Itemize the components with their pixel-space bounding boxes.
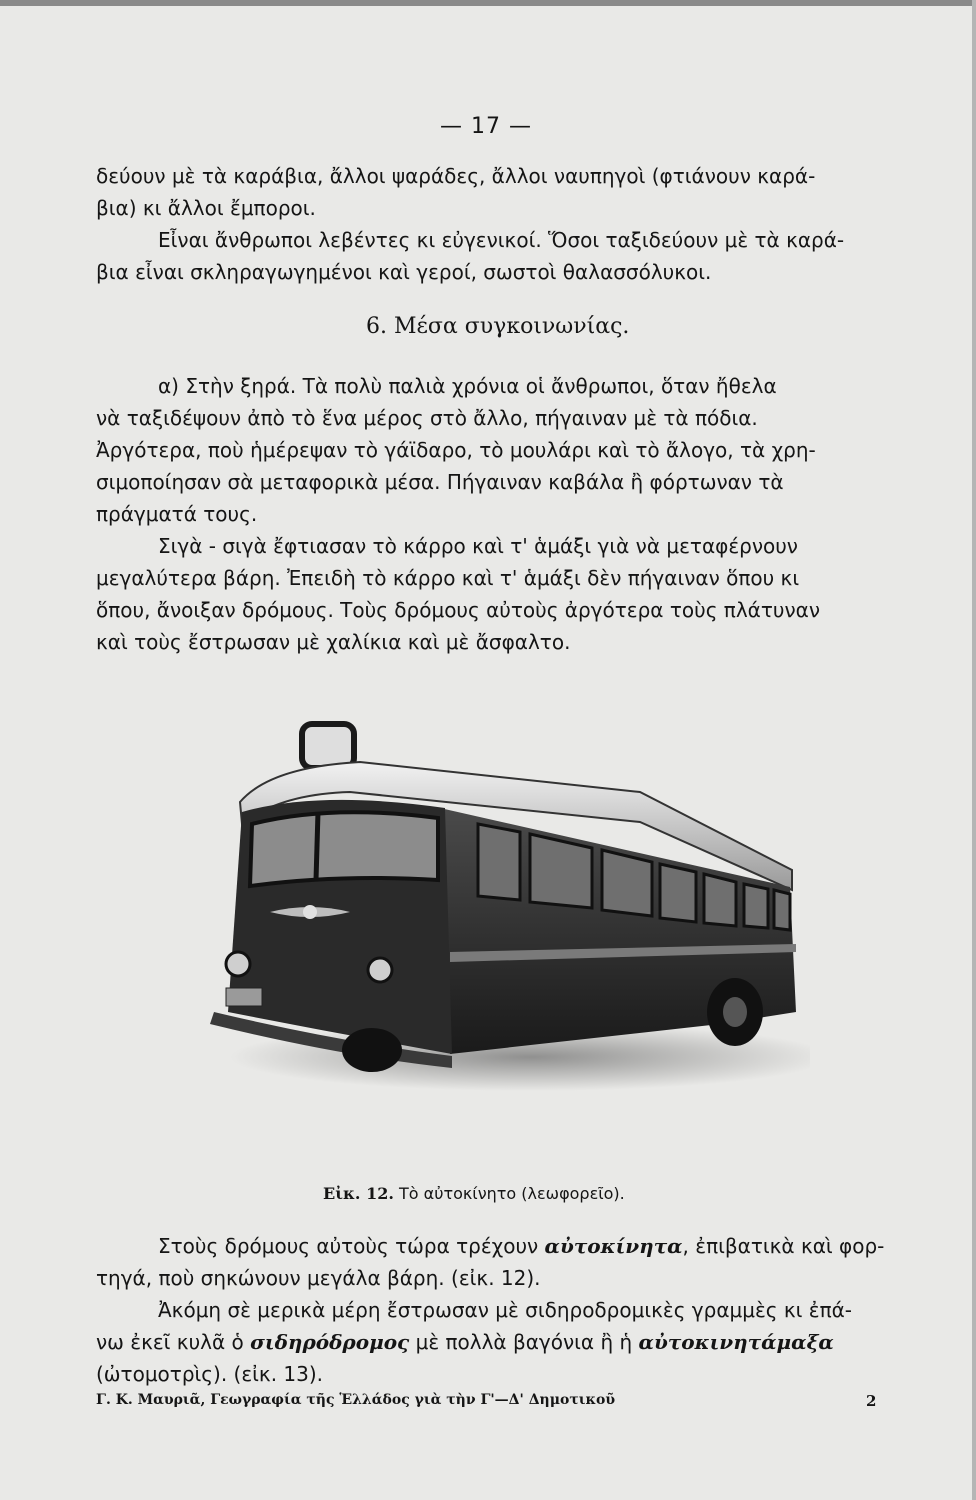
text-line: Ἀργότερα, ποὺ ἡμέρεψαν τὸ γάϊδαρο, τὸ μουλάρι καὶ τὸ ἄλογο, τὰ χρη- [96, 438, 816, 462]
scan-edge-right [972, 0, 976, 1500]
figure-caption [323, 1184, 625, 1203]
scan-edge-top [0, 0, 976, 6]
term-autokinita: αὐτοκίνητα [544, 1234, 683, 1258]
headlight-left [226, 952, 250, 976]
figure-label: Εἰκ. 12. [323, 1184, 394, 1203]
page-number: — 17 — [440, 114, 532, 139]
text-line: (ὠτομοτρὶς). (εἰκ. 13). [96, 1362, 324, 1386]
text-line: δεύουν μὲ τὰ καράβια, ἄλλοι ψαράδες, ἄλλοι ναυπηγοὶ (φτιάνουν καρά- [96, 164, 816, 188]
license-plate [226, 988, 262, 1006]
term-sidirodromos: σιδηρόδρομος [250, 1330, 410, 1354]
text-line: ὅπου, ἄνοιξαν δρόμους. Τοὺς δρόμους αὐτοὺς ἀργότερα τοὺς πλάτυναν [96, 598, 820, 622]
windshield [250, 812, 438, 886]
text-line: βια) κι ἄλλοι ἔμποροι. [96, 196, 316, 220]
book-footer: Γ. Κ. Μαυριᾶ, Γεωγραφία τῆς Ἑλλάδος γιὰ τὴν Γ'—Δ' Δημοτικοῦ [96, 1392, 616, 1408]
term-autokinitamaxa: αὐτοκινητάμαξα [638, 1330, 834, 1354]
text-line: Σιγὰ - σιγὰ ἔφτιασαν τὸ κάρρο καὶ τ' ἁμάξι γιὰ νὰ μεταφέρνουν [158, 534, 798, 558]
text-line: καὶ τοὺς ἔστρωσαν μὲ χαλίκια καὶ μὲ ἄσφαλτο. [96, 630, 571, 654]
text-line: νω ἐκεῖ κυλᾶ ὁ σιδηρόδρομος μὲ πολλὰ βαγόνια ἢ ἡ αὐτοκινητάμαξα [96, 1330, 834, 1354]
text-line: νὰ ταξιδέψουν ἀπὸ τὸ ἕνα μέρος στὸ ἄλλο, πήγαιναν μὲ τὰ πόδια. [96, 406, 758, 430]
text-line: βια εἶναι σκληραγωγημένοι καὶ γεροί, σωστοὶ θαλασσόλυκοι. [96, 260, 712, 284]
text-line: Στοὺς δρόμους αὐτοὺς τώρα τρέχουν αὐτοκίνητα, ἐπιβατικὰ καὶ φορ- [158, 1234, 885, 1258]
bus-photo [200, 712, 810, 1097]
front-wheel [342, 1028, 402, 1072]
text-line: τηγά, ποὺ σηκώνουν μεγάλα βάρη. (εἰκ. 12). [96, 1266, 541, 1290]
signature-number: 2 [866, 1392, 877, 1410]
intro-text [96, 160, 896, 288]
vehicles-text [96, 1230, 896, 1390]
text-line: α) Στὴν ξηρά. Τὰ πολὺ παλιὰ χρόνια οἱ ἄνθρωποι, ὅταν ἤθελα [158, 374, 777, 398]
figure-text: Τὸ αὐτοκίνητο (λεωφορεῖο). [399, 1184, 625, 1203]
text-line: μεγαλύτερα βάρη. Ἐπειδὴ τὸ κάρρο καὶ τ' ἁμάξι δὲν πήγαιναν ὅπου κι [96, 566, 800, 590]
headlight-right [368, 958, 392, 982]
land-transport-text [96, 370, 896, 658]
text-line: Ἀκόμη σὲ μερικὰ μέρη ἔστρωσαν μὲ σιδηροδρομικὲς γραμμὲς κι ἐπά- [158, 1298, 853, 1322]
destination-sign [302, 724, 354, 768]
text-line: Εἶναι ἄνθρωποι λεβέντες κι εὐγενικοί. Ὅσοι ταξιδεύουν μὲ τὰ καρά- [158, 228, 845, 252]
text-line: πράγματά τους. [96, 502, 258, 526]
section-heading: 6. Μέσα συγκοινωνίας. [366, 314, 630, 339]
text-line: σιμοποίησαν σὰ μεταφορικὰ μέσα. Πήγαιναν καβάλα ἢ φόρτωναν τὰ [96, 470, 784, 494]
